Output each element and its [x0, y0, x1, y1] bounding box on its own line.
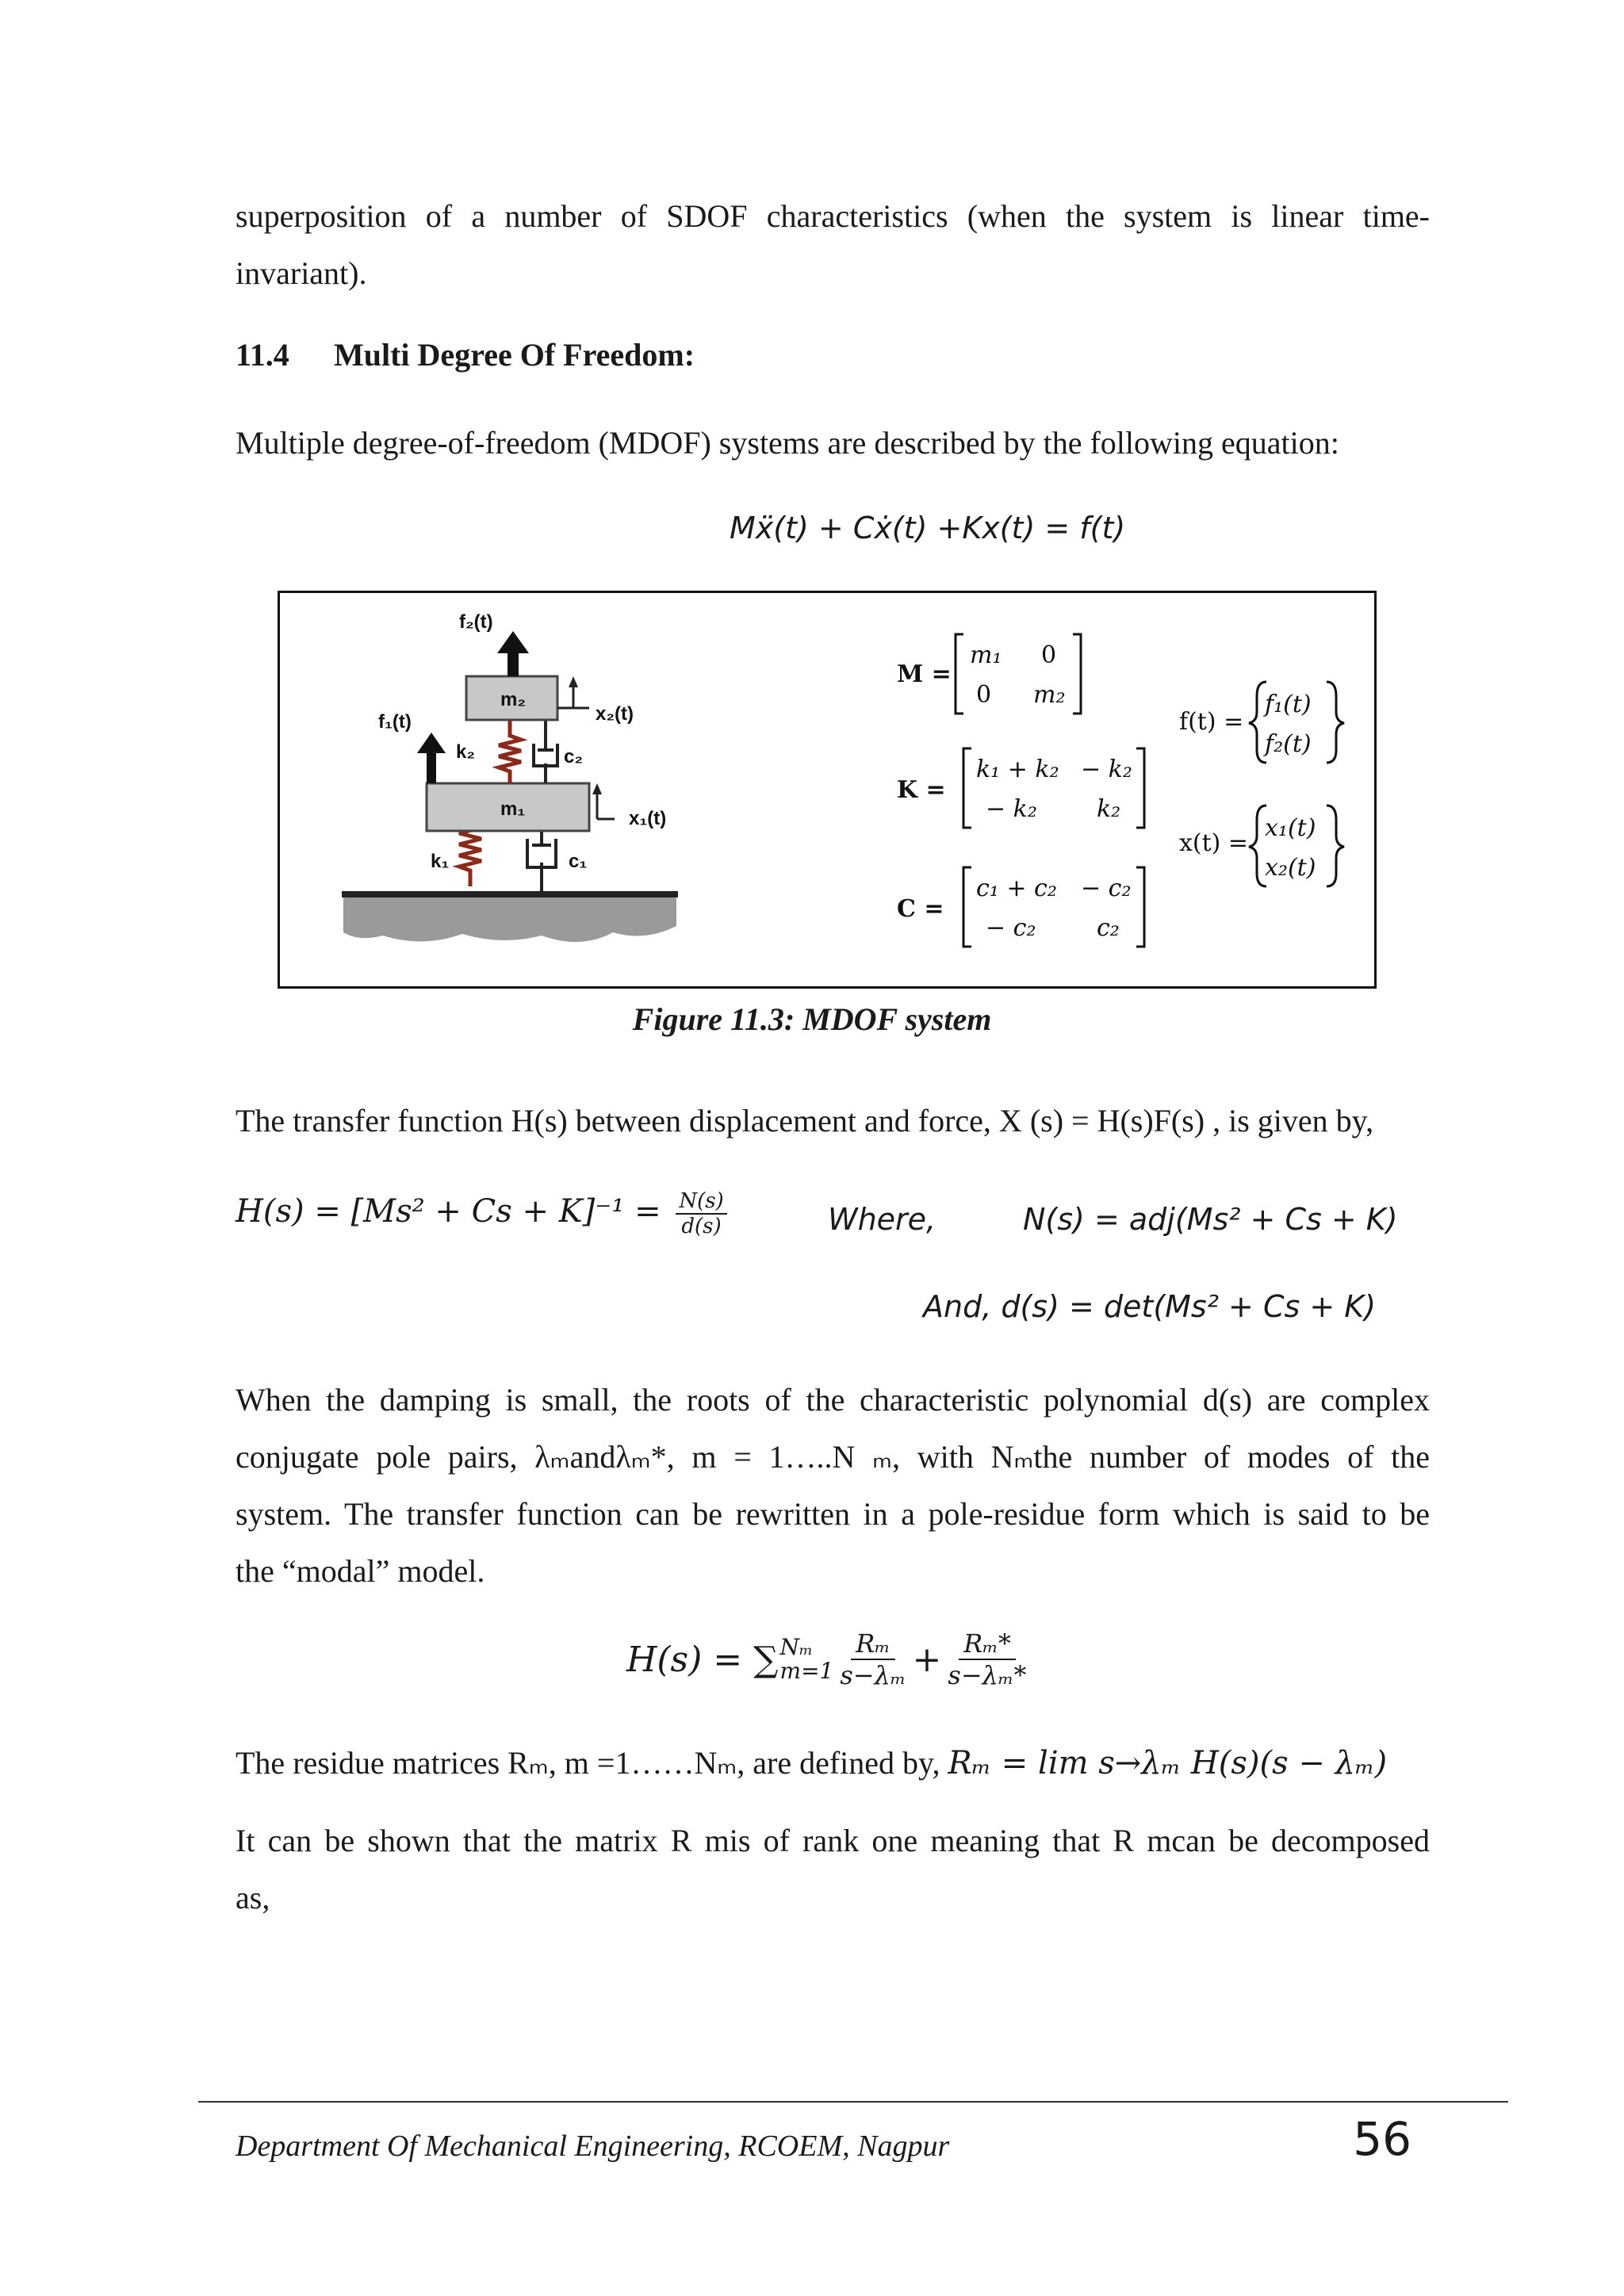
matrix-c-lhs: C =: [897, 895, 944, 923]
page-number: 56: [1353, 2112, 1411, 2166]
modal-den-1: s−λₘ: [840, 1660, 906, 1690]
residue-line: [236, 1744, 1387, 1781]
mdof-diagram: [280, 593, 1374, 986]
ground-line: [342, 891, 678, 897]
matrix-c-21: − c₂: [986, 914, 1036, 942]
label-k1: k₁: [431, 851, 450, 872]
footer-rule: [198, 2101, 1508, 2103]
rank-paragraph: [236, 1812, 1430, 1927]
transfer-fraction: [676, 1189, 726, 1238]
transfer-lhs: H(s) = [Ms² + Cs + K]⁻¹ =: [236, 1193, 661, 1230]
modal-equation: [626, 1628, 1033, 1690]
equation-of-motion: Mẍ(t) + Cẋ(t) +Kx(t) = f(t): [730, 511, 1126, 545]
matrix-k-lhs: K =: [897, 776, 946, 804]
label-c2: c₂: [564, 746, 584, 767]
transfer-den: d(s): [681, 1215, 722, 1238]
modal-fraction-2: [948, 1628, 1026, 1690]
sum-limits: [780, 1636, 834, 1683]
where-label: Where,: [828, 1202, 936, 1237]
sum-upper: Nₘ: [779, 1634, 814, 1660]
matrix-m-lhs: M =: [897, 660, 952, 688]
matrix-m-21: 0: [976, 681, 992, 709]
label-f1: f₁(t): [378, 711, 412, 733]
damping-line-1: When the damping is small, the roots of the characteristic polynomial d(s) are complex: [236, 1382, 1430, 1418]
rank-line-1: It can be shown that the matrix R mis of rank one meaning that R mcan be decomposed: [236, 1823, 1430, 1858]
label-x1: x₁(t): [629, 808, 667, 829]
damping-paragraph: [236, 1372, 1430, 1600]
damping-line-2: conjugate pole pairs, λₘandλₘ*, m = 1…..N ₘ, with Nₘthe number of modes of the: [236, 1439, 1430, 1475]
label-c1: c₁: [569, 851, 588, 872]
intro-paragraph: [236, 188, 1430, 302]
transfer-num: N(s): [676, 1189, 726, 1215]
footer-department: Department Of Mechanical Engineering, RCOEM, Nagpur: [236, 2130, 950, 2163]
label-f2: f₂(t): [459, 611, 493, 633]
d-definition: And, d(s) = det(Ms² + Cs + K): [923, 1289, 1377, 1324]
mdof-intro: Multiple degree-of-freedom (MDOF) systems are described by the following equation:: [236, 425, 1339, 461]
vector-x-1: x₁(t): [1265, 814, 1316, 842]
intro-line-1: superposition of a number of SDOF characteristics (when the system is linear time-: [236, 198, 1430, 234]
matrix-c-11: c₁ + c₂: [976, 874, 1057, 902]
transfer-equation: [236, 1189, 732, 1238]
residue-eq: Rₘ = lim s→λₘ H(s)(s − λₘ): [948, 1745, 1388, 1781]
matrix-k-22: k₂: [1097, 795, 1121, 823]
label-m2: m₂: [500, 689, 527, 710]
vector-f-lhs: f(t) =: [1179, 708, 1244, 736]
figure-caption: Figure 11.3: MDOF system: [632, 1001, 992, 1037]
label-k2: k₂: [456, 741, 476, 763]
vector-x-lhs: x(t) =: [1179, 829, 1249, 857]
matrix-m-22: m₂: [1033, 681, 1066, 709]
label-x2: x₂(t): [596, 703, 634, 725]
section-number: 11.4: [236, 337, 289, 373]
transfer-intro: The transfer function H(s) between displacement and force, X (s) = H(s)F(s) , is given by,: [236, 1103, 1374, 1138]
damping-line-4: the “modal” model.: [236, 1553, 485, 1589]
vector-f-1: f₁(t): [1265, 691, 1312, 718]
vector-f-2: f₂(t): [1265, 730, 1312, 758]
rank-line-2: as,: [236, 1880, 270, 1915]
matrix-k-21: − k₂: [986, 795, 1037, 823]
modal-num-1: Rₘ: [851, 1628, 895, 1660]
intro-line-2: invariant).: [236, 255, 367, 291]
mdof-figure: [278, 591, 1377, 989]
sum-lower: m=1: [779, 1658, 834, 1684]
modal-lhs: H(s) = ∑: [626, 1639, 779, 1680]
n-definition: N(s) = adj(Ms² + Cs + K): [1023, 1202, 1398, 1237]
section-heading: [236, 336, 695, 373]
matrix-c-12: − c₂: [1081, 874, 1132, 902]
vector-x-2: x₂(t): [1265, 854, 1316, 882]
matrix-k-12: − k₂: [1081, 756, 1132, 783]
residue-text: The residue matrices Rₘ, m =1……Nₘ, are defined by,: [236, 1745, 940, 1781]
modal-plus: +: [912, 1639, 942, 1680]
matrix-m-12: 0: [1041, 641, 1057, 669]
section-title: Multi Degree Of Freedom:: [334, 337, 695, 373]
spring-k2: [499, 720, 521, 783]
modal-num-2: Rₘ*: [959, 1628, 1016, 1660]
label-m1: m₁: [500, 798, 526, 820]
matrix-c-22: c₂: [1097, 914, 1120, 942]
ground-shading: [343, 896, 676, 942]
modal-fraction-1: [840, 1628, 906, 1690]
matrix-k-11: k₁ + k₂: [976, 756, 1059, 783]
matrix-m-11: m₁: [970, 641, 1002, 669]
damping-line-3: system. The transfer function can be rewritten in a pole-residue form which is said to be: [236, 1496, 1430, 1532]
modal-den-2: s−λₘ*: [948, 1660, 1027, 1690]
